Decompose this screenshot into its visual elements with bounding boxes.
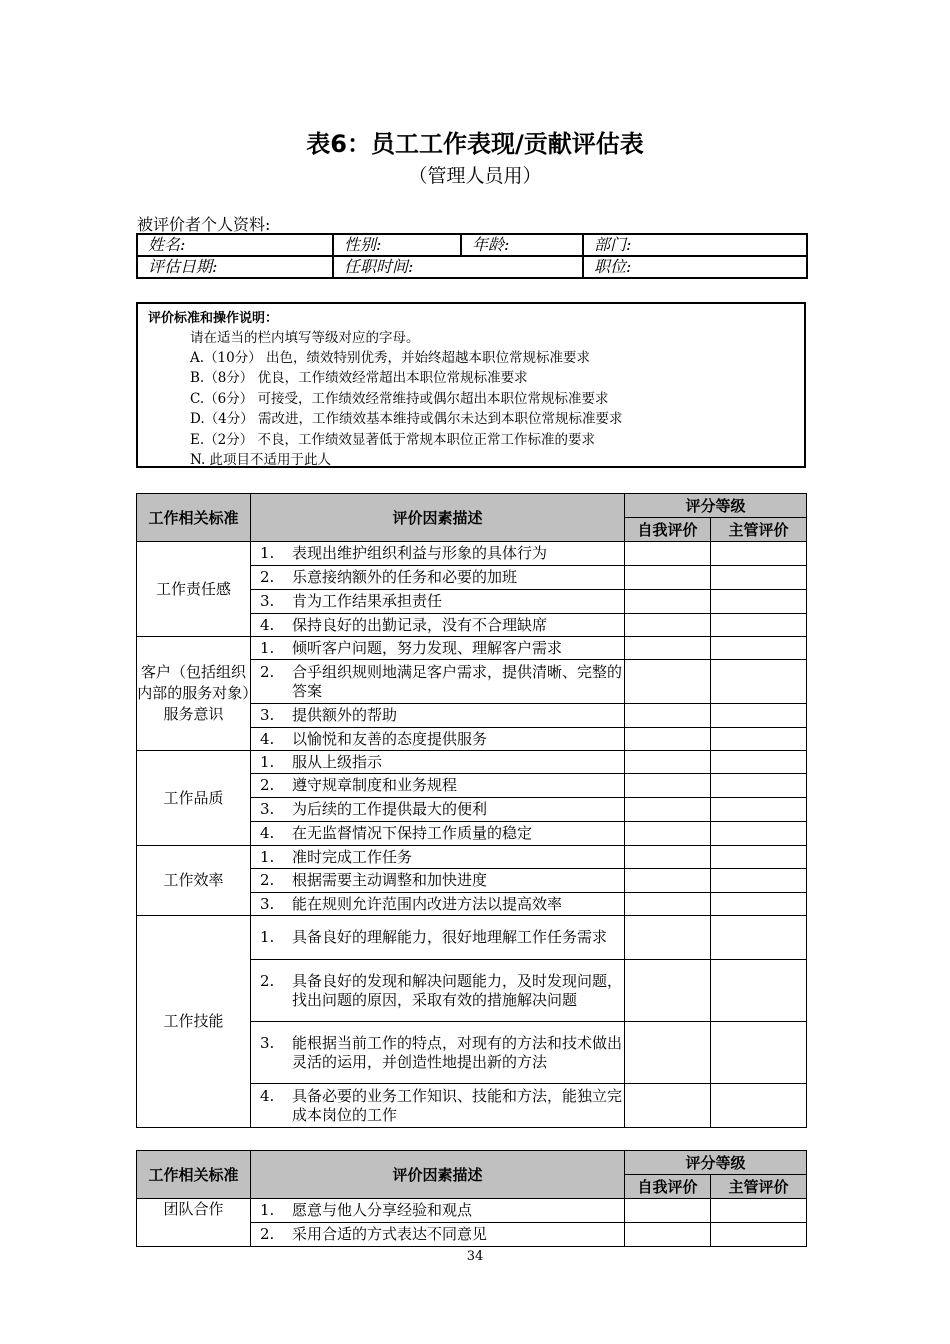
factor-description-cell xyxy=(251,869,625,893)
factor-description-cell xyxy=(251,728,625,751)
factor-description-cell xyxy=(251,542,625,566)
item-number: 2. xyxy=(260,776,275,794)
col-header-self: 自我评价 xyxy=(625,518,711,542)
criteria-line: E.（2分） 不良，工作绩效显著低于常规本职位正常工作标准的要求 xyxy=(190,432,596,448)
factor-description-cell xyxy=(251,1084,625,1128)
item-text: 倾听客户问题，努力发现、理解客户需求 xyxy=(292,638,563,657)
criteria-line: 请在适当的栏内填写等级对应的字母。 xyxy=(190,330,420,346)
col-header-description: 评价因素描述 xyxy=(251,1151,625,1199)
self-rating-cell[interactable] xyxy=(625,1022,711,1084)
category-cell: 团队合作 xyxy=(137,1199,251,1247)
evaluation-table-continued xyxy=(136,1150,807,1247)
item-number: 1. xyxy=(260,928,275,946)
self-rating-cell[interactable] xyxy=(625,960,711,1022)
item-number: 4. xyxy=(260,824,275,842)
criteria-instructions-box xyxy=(136,302,806,468)
item-number: 2. xyxy=(260,568,275,586)
supervisor-rating-cell[interactable] xyxy=(711,1199,807,1223)
supervisor-rating-cell[interactable] xyxy=(711,798,807,822)
item-text: 遵守规章制度和业务规程 xyxy=(292,776,458,794)
table-row xyxy=(137,542,807,566)
item-number: 3. xyxy=(260,706,275,724)
supervisor-rating-cell[interactable] xyxy=(711,590,807,614)
item-number: 4. xyxy=(260,729,275,748)
supervisor-rating-cell[interactable] xyxy=(711,704,807,728)
item-text: 能根据当前工作的特点，对现有的方法和技术做出灵活的运用，并创造性地提出新的方法 xyxy=(292,1033,623,1071)
self-rating-cell[interactable] xyxy=(625,751,711,774)
col-header-description: 评价因素描述 xyxy=(251,494,625,542)
item-number: 1. xyxy=(260,638,275,657)
factor-description-cell xyxy=(251,774,625,798)
factor-description-cell xyxy=(251,566,625,590)
supervisor-rating-cell[interactable] xyxy=(711,1223,807,1247)
self-rating-cell[interactable] xyxy=(625,728,711,751)
supervisor-rating-cell[interactable] xyxy=(711,566,807,590)
item-number: 2. xyxy=(260,871,275,889)
factor-description-cell xyxy=(251,1199,625,1223)
item-text: 表现出维护组织利益与形象的具体行为 xyxy=(292,544,548,562)
position-field[interactable]: 职位: xyxy=(583,256,807,278)
self-rating-cell[interactable] xyxy=(625,614,711,637)
item-text: 为后续的工作提供最大的便利 xyxy=(292,800,488,818)
supervisor-rating-cell[interactable] xyxy=(711,846,807,869)
col-header-supervisor: 主管评价 xyxy=(711,1175,807,1199)
table-row xyxy=(137,637,807,660)
self-rating-cell[interactable] xyxy=(625,1223,711,1247)
col-header-self: 自我评价 xyxy=(625,1175,711,1199)
item-number: 3. xyxy=(260,592,275,610)
item-text: 具备良好的发现和解决问题能力，及时发现问题，找出问题的原因，采取有效的措施解决问题 xyxy=(292,971,623,1009)
supervisor-rating-cell[interactable] xyxy=(711,893,807,916)
item-number: 1. xyxy=(260,847,275,866)
supervisor-rating-cell[interactable] xyxy=(711,660,807,704)
table-row xyxy=(137,846,807,869)
item-text: 以愉悦和友善的态度提供服务 xyxy=(292,729,488,748)
table-row xyxy=(137,1199,807,1223)
table-row xyxy=(137,916,807,960)
factor-description-cell xyxy=(251,960,625,1022)
supervisor-rating-cell[interactable] xyxy=(711,728,807,751)
factor-description-cell xyxy=(251,1223,625,1247)
category-cell: 客户（包括组织内部的服务对象）服务意识 xyxy=(137,637,251,751)
item-number: 3. xyxy=(260,1033,275,1052)
supervisor-rating-cell[interactable] xyxy=(711,637,807,660)
factor-description-cell xyxy=(251,751,625,774)
col-header-rating: 评分等级 xyxy=(625,1151,807,1175)
item-text: 在无监督情况下保持工作质量的稳定 xyxy=(292,824,533,842)
factor-description-cell xyxy=(251,660,625,704)
self-rating-cell[interactable] xyxy=(625,704,711,728)
item-number: 1. xyxy=(260,752,275,771)
col-header-rating: 评分等级 xyxy=(625,494,807,518)
item-number: 2. xyxy=(260,971,275,990)
item-text: 肯为工作结果承担责任 xyxy=(292,592,443,610)
category-cell: 工作责任感 xyxy=(137,542,251,637)
factor-description-cell xyxy=(251,893,625,916)
info-section-label: 被评价者个人资料: xyxy=(137,215,271,234)
item-text: 乐意接纳额外的任务和必要的加班 xyxy=(292,568,518,586)
supervisor-rating-cell[interactable] xyxy=(711,542,807,566)
self-rating-cell[interactable] xyxy=(625,798,711,822)
col-header-standard: 工作相关标准 xyxy=(137,494,251,542)
item-number: 4. xyxy=(260,1086,275,1105)
eval-date-field[interactable]: 评估日期: xyxy=(137,256,333,278)
self-rating-cell[interactable] xyxy=(625,637,711,660)
self-rating-cell[interactable] xyxy=(625,660,711,704)
self-rating-cell[interactable] xyxy=(625,846,711,869)
item-text: 根据需要主动调整和加快进度 xyxy=(292,871,488,889)
self-rating-cell[interactable] xyxy=(625,542,711,566)
factor-description-cell xyxy=(251,614,625,637)
supervisor-rating-cell[interactable] xyxy=(711,774,807,798)
col-header-standard: 工作相关标准 xyxy=(137,1151,251,1199)
criteria-line: D.（4分） 需改进，工作绩效基本维持或偶尔未达到本职位常规标准要求 xyxy=(190,411,623,427)
criteria-title: 评价标准和操作说明： xyxy=(148,311,279,326)
category-cell: 工作品质 xyxy=(137,751,251,846)
factor-description-cell xyxy=(251,798,625,822)
supervisor-rating-cell[interactable] xyxy=(711,822,807,846)
supervisor-rating-cell[interactable] xyxy=(711,960,807,1022)
item-text: 准时完成工作任务 xyxy=(292,847,413,866)
self-rating-cell[interactable] xyxy=(625,893,711,916)
table-row xyxy=(137,751,807,774)
criteria-line: C.（6分） 可接受，工作绩效经常维持或偶尔超出本职位常规标准要求 xyxy=(190,391,609,407)
item-text: 能在规则允许范围内改进方法以提高效率 xyxy=(292,894,563,913)
supervisor-rating-cell[interactable] xyxy=(711,916,807,960)
supervisor-rating-cell[interactable] xyxy=(711,614,807,637)
self-rating-cell[interactable] xyxy=(625,916,711,960)
item-number: 4. xyxy=(260,615,275,634)
item-text: 合乎组织规则地满足客户需求，提供清晰、完整的答案 xyxy=(292,662,623,700)
criteria-line: A.（10分） 出色，绩效特别优秀，并始终超越本职位常规标准要求 xyxy=(190,350,591,366)
item-number: 1. xyxy=(260,1201,275,1219)
item-text: 保持良好的出勤记录，没有不合理缺席 xyxy=(292,615,548,634)
self-rating-cell[interactable] xyxy=(625,1084,711,1128)
self-rating-cell[interactable] xyxy=(625,566,711,590)
supervisor-rating-cell[interactable] xyxy=(711,1084,807,1128)
item-text: 愿意与他人分享经验和观点 xyxy=(292,1201,473,1219)
category-cell: 工作技能 xyxy=(137,916,251,1128)
self-rating-cell[interactable] xyxy=(625,774,711,798)
name-field[interactable]: 姓名: xyxy=(137,234,333,256)
evaluation-table xyxy=(136,493,807,1128)
page-subtitle: （管理人员用） xyxy=(408,165,542,187)
self-rating-cell[interactable] xyxy=(625,590,711,614)
item-text: 服从上级指示 xyxy=(292,752,383,771)
personal-info-table xyxy=(136,233,808,279)
item-number: 2. xyxy=(260,662,275,681)
item-text: 提供额外的帮助 xyxy=(292,706,398,724)
self-rating-cell[interactable] xyxy=(625,822,711,846)
item-number: 1. xyxy=(260,544,275,562)
item-number: 3. xyxy=(260,894,275,913)
factor-description-cell xyxy=(251,846,625,869)
page-number: 34 xyxy=(466,1249,484,1264)
item-number: 3. xyxy=(260,800,275,818)
page-title: 表6：员工工作表现/贡献评估表 xyxy=(306,130,644,158)
self-rating-cell[interactable] xyxy=(625,869,711,893)
item-text: 具备良好的理解能力，很好地理解工作任务需求 xyxy=(292,928,608,946)
factor-description-cell xyxy=(251,916,625,960)
gender-field[interactable]: 性别: xyxy=(333,234,461,256)
factor-description-cell xyxy=(251,704,625,728)
factor-description-cell xyxy=(251,822,625,846)
item-text: 具备必要的业务工作知识、技能和方法，能独立完成本岗位的工作 xyxy=(292,1086,623,1124)
factor-description-cell xyxy=(251,590,625,614)
item-number: 2. xyxy=(260,1225,275,1243)
supervisor-rating-cell[interactable] xyxy=(711,1022,807,1084)
tenure-field[interactable]: 任职时间: xyxy=(333,256,583,278)
age-field[interactable]: 年龄: xyxy=(461,234,583,256)
col-header-supervisor: 主管评价 xyxy=(711,518,807,542)
criteria-line: B.（8分） 优良，工作绩效经常超出本职位常规标准要求 xyxy=(190,370,528,386)
factor-description-cell xyxy=(251,637,625,660)
supervisor-rating-cell[interactable] xyxy=(711,751,807,774)
item-text: 采用合适的方式表达不同意见 xyxy=(292,1225,488,1243)
supervisor-rating-cell[interactable] xyxy=(711,869,807,893)
self-rating-cell[interactable] xyxy=(625,1199,711,1223)
category-cell: 工作效率 xyxy=(137,846,251,916)
criteria-line: N. 此项目不适用于此人 xyxy=(190,452,332,468)
department-field[interactable]: 部门: xyxy=(583,234,807,256)
factor-description-cell xyxy=(251,1022,625,1084)
